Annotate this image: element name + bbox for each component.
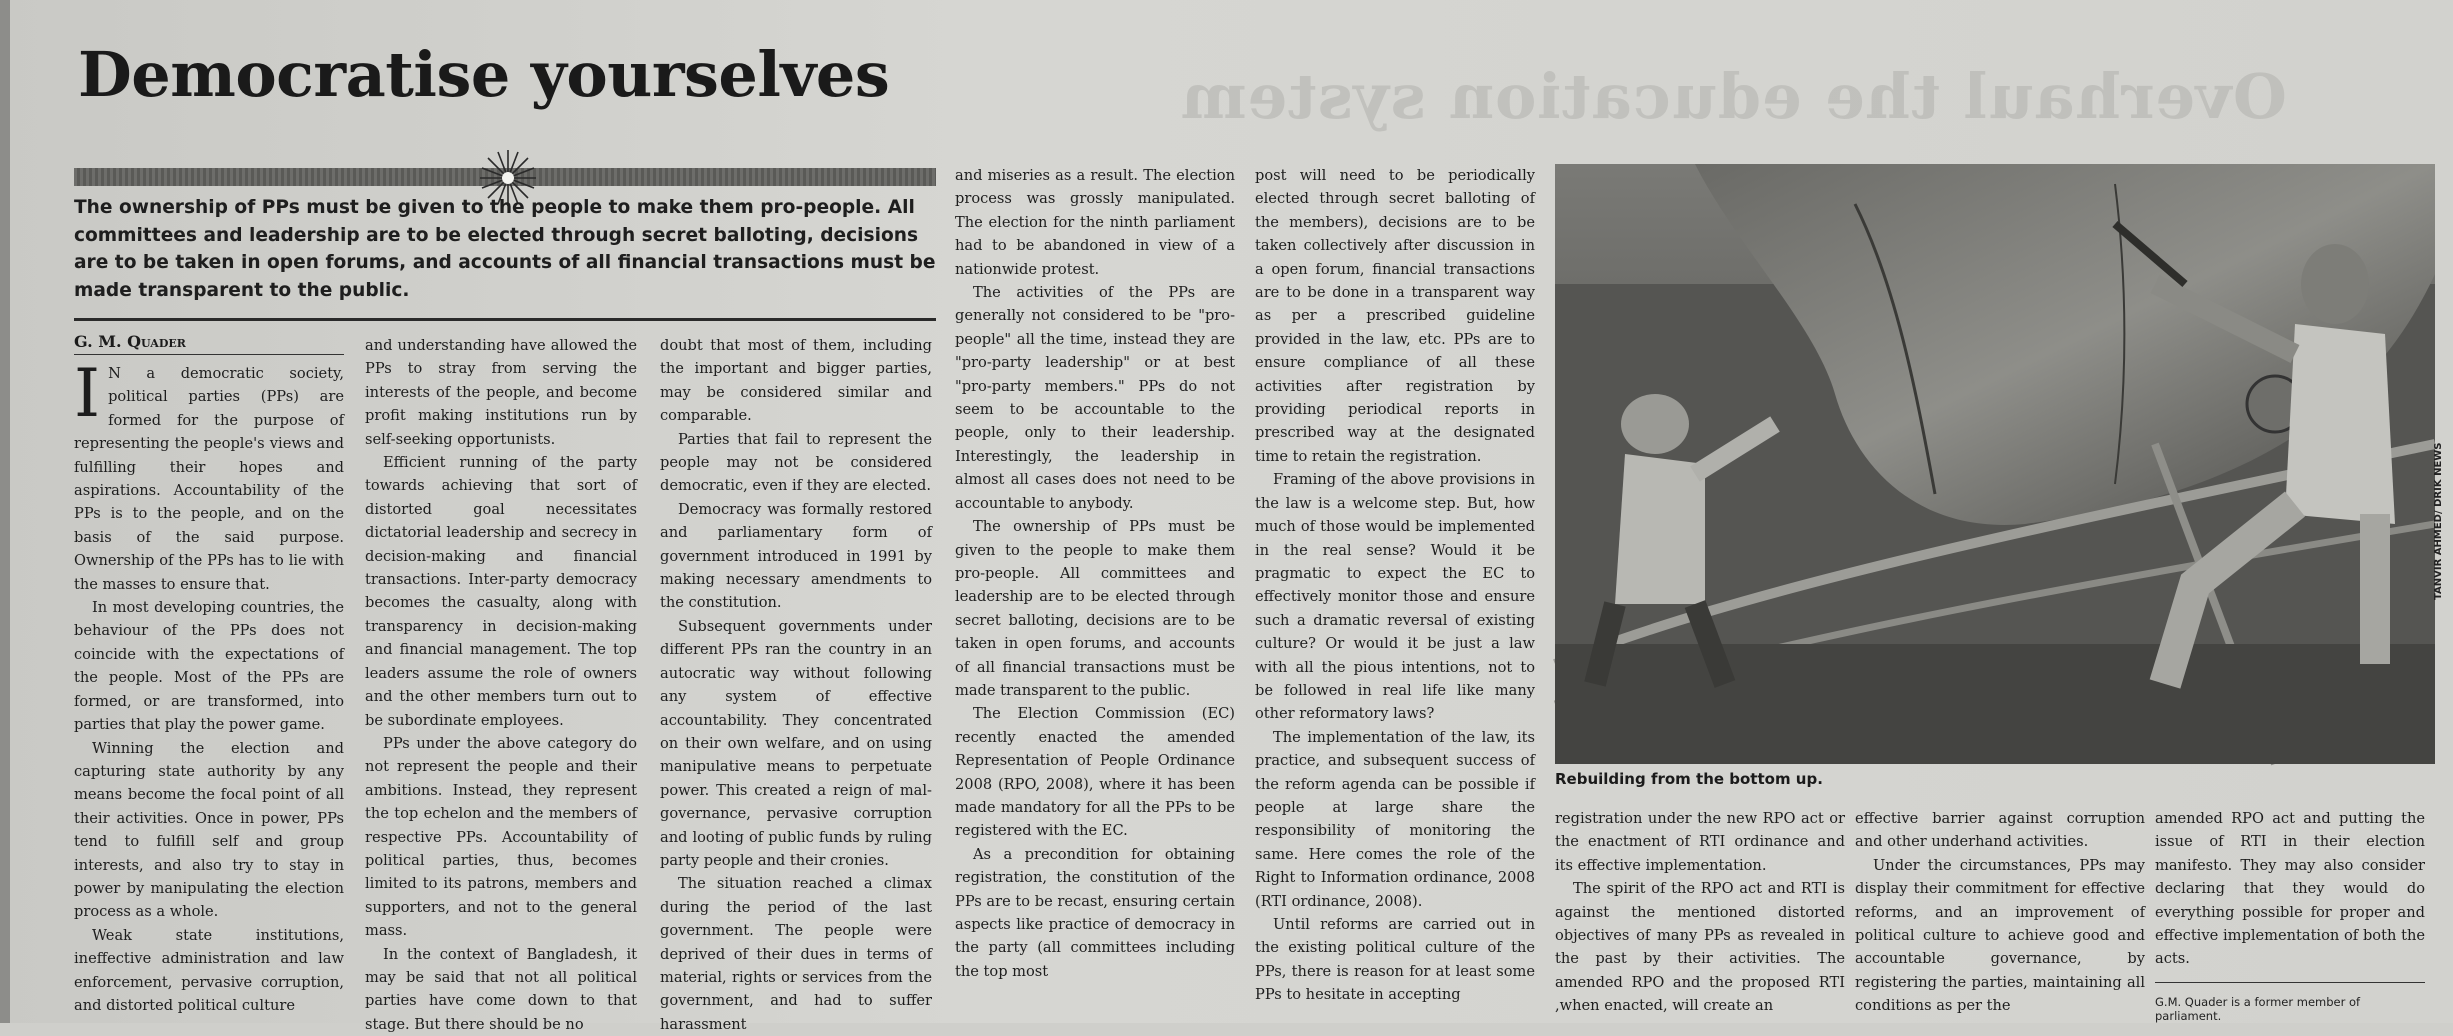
paragraph: In most developing countries, the behaviour of the PPs does not coincide with the expectations of the people. Most of the PPs are formed, or are transformed, into parties that play the power game.	[74, 599, 344, 734]
paragraph: Democracy was formally restored and parliamentary form of government introduced in 1991 by making necessary amendments to the constitution.	[660, 500, 932, 612]
paragraph: amended RPO act and putting the issue of RTI in their election manifesto. They may also consider declaring that they would do everything possible for proper and effective implementation of both the acts.	[2155, 810, 2425, 968]
drop-cap: I	[74, 355, 101, 432]
paragraph: Efficient running of the party towards achieving that sort of distorted goal necessitates dictatorial leadership and secrecy in decision-making and financial transactions. Inter-party democracy becomes the casualty, along with transparency in decision-making and financial management. The top leaders assume the role of owners and the other members turn out to be subordinate employees.	[365, 454, 637, 729]
paragraph: and understanding have allowed the PPs to stray from serving the interests of the people, and become profit making institutions run by self-seeking opportunists.	[365, 337, 637, 448]
paragraph: post will need to be periodically elected through secret balloting of the members), decisions are to be taken collectively after discussion in a open forum, financial transactions are to be done in a transparent way as per a prescribed guideline provided in the law, etc. PPs are to ensure compliance of all these activities after registration by providing periodical reports in prescribed way at the designated time to retain the registration.	[1255, 167, 1535, 465]
text-column-2	[365, 334, 637, 1036]
text-column-5	[1255, 164, 1535, 1007]
paragraph: Under the circumstances, PPs may display their commitment for effective reforms, and an improvement of political culture to achieve good and accountable governance, by registering the parties, maintaining all conditions as per the	[1855, 856, 2145, 1015]
paragraph: In the context of Bangladesh, it may be said that not all political parties have come down to that stage. But there should be no	[365, 945, 637, 1033]
paragraph: As a precondition for obtaining registration, the constitution of the PPs are to be recast, ensuring certain aspects like practice of democracy in the party (all committees including the top most	[955, 845, 1235, 980]
paragraph: and miseries as a result. The election process was grossly manipulated. The election for the ninth parliament had to be abandoned in view of a nationwide protest.	[955, 167, 1235, 278]
text-column-8	[2155, 807, 2425, 971]
text-column-4	[955, 164, 1235, 983]
article-headline: Democratise yourselves	[78, 38, 890, 111]
photo-credit: TANVIR AHMED/ DRIK NEWS	[2433, 442, 2444, 600]
deck-rule	[74, 318, 936, 321]
text-column-3	[660, 334, 932, 1036]
paragraph: Subsequent governments under different PPs ran the country in an autocratic way without following any system of effective accountability. They concentrated on their own welfare, and on using manipulative means to perpetuate power. This created a reign of mal-governance, pervasive corruption and looting of public funds by ruling party people and their cronies.	[660, 617, 932, 869]
photo-caption: Rebuilding from the bottom up.	[1555, 770, 1823, 788]
page-edge-shadow	[0, 0, 10, 1023]
article-deck: The ownership of PPs must be given to the people to make them pro-people. All committees and leadership are to be elected through secret balloting, decisions are to be taken in open forums, and accounts of all financial transactions must be made transparent to the public.	[74, 197, 936, 301]
paragraph: The Election Commission (EC) recently enacted the amended Representation of People Ordinance 2008 (RPO, 2008), where it has been made mandatory for all the PPs to be registered with the EC.	[955, 705, 1235, 840]
shipyard-workers-photo	[1555, 164, 2435, 764]
text-column-6	[1555, 807, 1845, 1018]
author-bio: G.M. Quader is a former member of parliament.	[2155, 982, 2425, 1023]
paragraph: The ownership of PPs must be given to the people to make them pro-people. All committees and leadership are to be elected through secret balloting, decisions are to be taken in open forums, and accounts of all financial transactions must be made transparent to the public.	[955, 518, 1235, 699]
byline: G. M. Quader	[74, 332, 344, 355]
paragraph: Parties that fail to represent the people may not be considered democratic, even if they are elected.	[660, 430, 932, 495]
paragraph: registration under the new RPO act or the enactment of RTI ordinance and its effective implementation.	[1555, 810, 1845, 874]
show-through-headline: Overhaul the education system	[1180, 60, 2287, 133]
article-photo	[1555, 164, 2435, 764]
paragraph: I N a democratic society, political parties (PPs) are formed for the purpose of representing the people's views and fulfilling their hopes and aspirations. Accountability of the PPs is to the people, and on the basis of the said purpose. Ownership of the PPs has to lie with the masses to ensure that.	[74, 355, 344, 593]
paragraph: The situation reached a climax during the period of the last government. The people were deprived of their dues in terms of material, rights or services from the government, and had to suffer harassment	[660, 875, 932, 1033]
paragraph: doubt that most of them, including the important and bigger parties, may be considered similar and comparable.	[660, 337, 932, 425]
paragraph: effective barrier against corruption and other underhand activities.	[1855, 810, 2145, 851]
paragraph: The implementation of the law, its practice, and subsequent success of the reform agenda can be possible if people at large share the responsibility of monitoring the same. Here comes the role of the Right to Information ordinance, 2008 (RTI ordinance, 2008).	[1255, 728, 1535, 910]
paragraph: Until reforms are carried out in the existing political culture of the PPs, there is reason for at least some PPs to hesitate in accepting	[1255, 916, 1535, 1004]
paragraph: Winning the election and capturing state authority by any means become the focal point of all their activities. Once in power, PPs tend to fulfill self and group interests, and also try to stay in power by manipulating the election process as a whole.	[74, 739, 344, 921]
paragraph: The activities of the PPs are generally not considered to be "pro-people" all the time, instead they are "pro-party leadership" or at best "pro-party members." PPs do not seem to be accountable to the people, only to their leadership. Interestingly, the leadership in almost all cases does not need to be accountable to anybody.	[955, 284, 1235, 512]
paragraph: PPs under the above category do not represent the people and their ambitions. Instead, they represent the top echelon and the members of respective PPs. Accountability of political parties, thus, becomes limited to its patrons, members and supporters, and not to the general mass.	[365, 734, 637, 940]
paragraph: Weak state institutions, ineffective administration and law enforcement, pervasive corruption, and distorted political culture	[74, 926, 344, 1014]
text-column-7	[1855, 807, 2145, 1018]
paragraph: Framing of the above provisions in the law is a welcome step. But, how much of those would be implemented in the real sense? Would it be pragmatic to expect the EC to effectively monitor those and ensure such a dramatic reversal of existing culture? Or would it be just a law with all the pious intentions, not to be followed in real life like many other reformatory laws?	[1255, 471, 1535, 723]
paragraph: The spirit of the RPO act and RTI is against the mentioned distorted objectives of many PPs as revealed in the past by their activities. The amended RPO and the proposed RTI ,when enacted, will create an	[1555, 880, 1845, 1015]
text-column-1	[74, 355, 344, 1017]
